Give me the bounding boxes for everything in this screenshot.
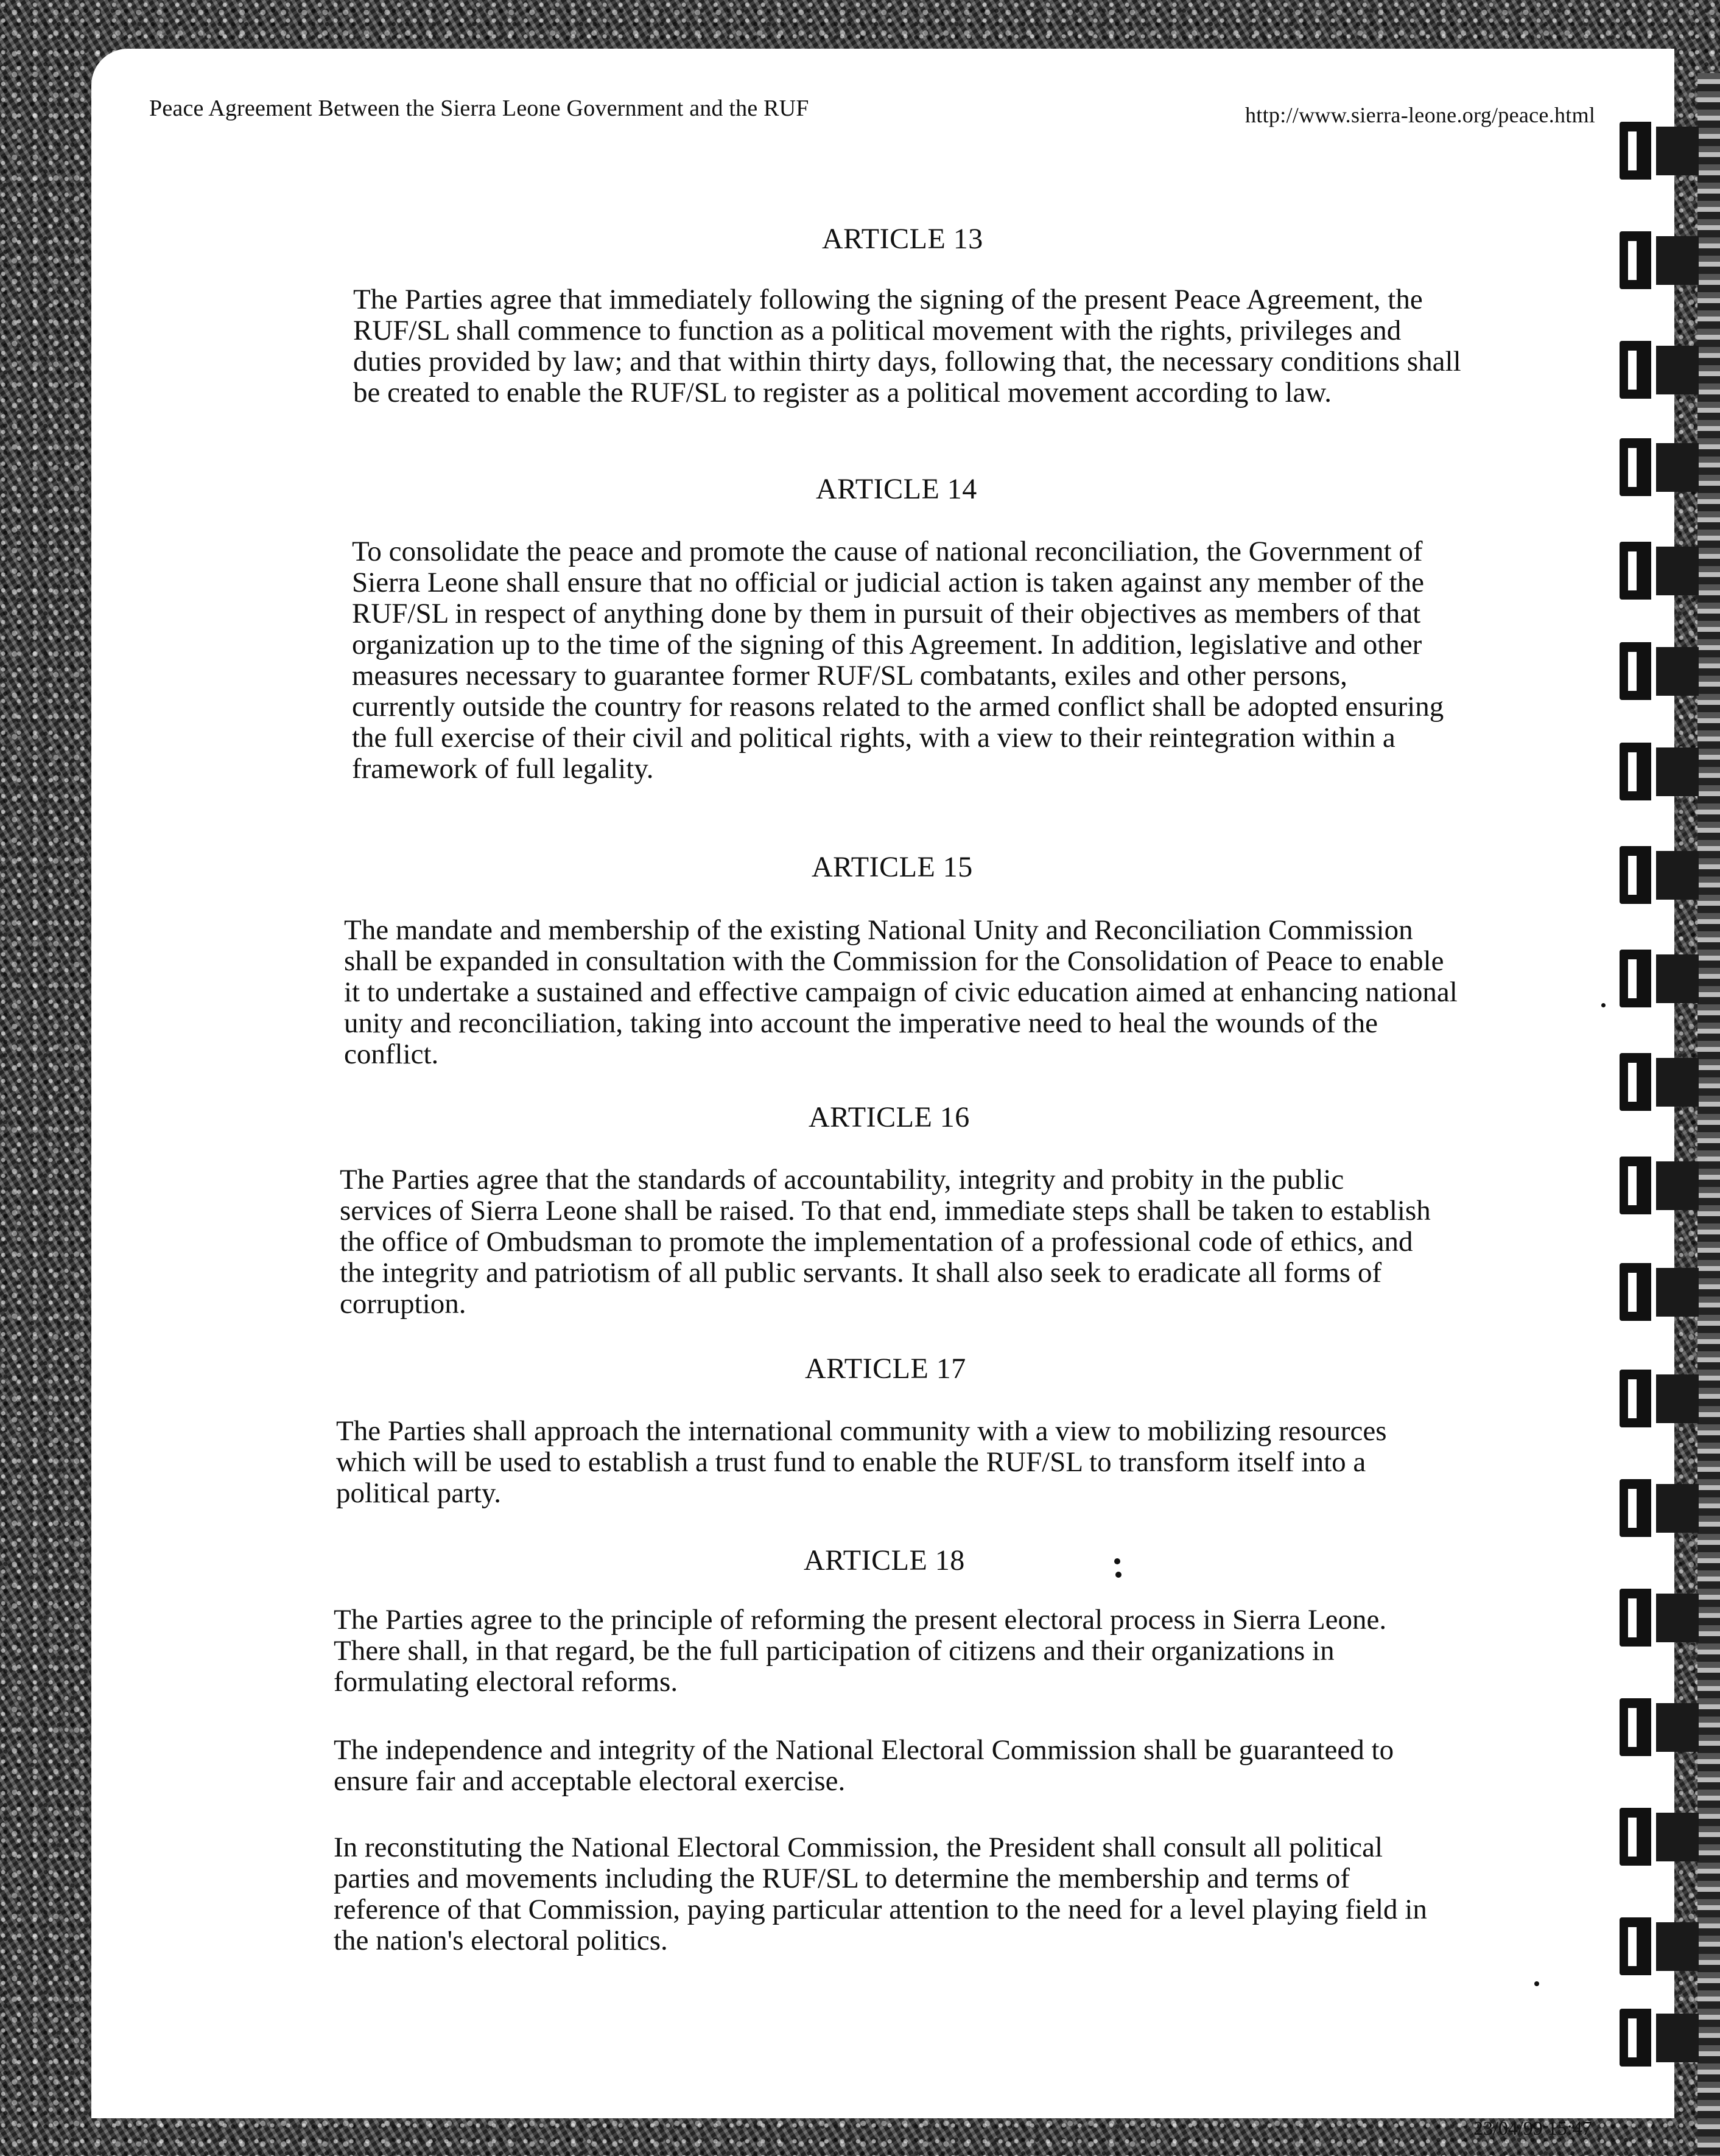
fax-timestamp: 23/04/99 15:47 <box>1473 2117 1592 2139</box>
article-15-title: ARTICLE 15 <box>812 851 973 883</box>
scan-speck <box>1114 1558 1120 1564</box>
binding-ring <box>1620 1917 1699 1975</box>
binding-ring <box>1620 1157 1699 1214</box>
binding-ring <box>1620 1053 1699 1111</box>
binding-ring <box>1620 542 1699 600</box>
article-15-paragraph-1: The mandate and membership of the existing National Unity and Reconciliation Commission shall be expanded in consultation with the Commission for the Consolidation of Peace to enable it to undertake a sustained and effective campaign of civic education aimed at enhancing national unity and reconciliation, taking into account the imperative need to heal the wounds of the conflict. <box>344 914 1458 1070</box>
article-18-paragraph-1: The Parties agree to the principle of reforming the present electoral process in Sierra Leone. There shall, in that regard, be the full participation of citizens and their organizations in formulating electoral reforms. <box>334 1604 1387 1698</box>
binding-ring <box>1620 341 1699 399</box>
binding-ring <box>1620 231 1699 289</box>
article-18-paragraph-3: In reconstituting the National Electoral Commission, the President shall consult all political parties and movements including the RUF/SL to determine the membership and terms of reference of that Commission, paying particular attention to the need for a level playing field in the nation's electoral politics. <box>334 1832 1427 1956</box>
scan-speck <box>1115 1572 1122 1578</box>
page-header-title: Peace Agreement Between the Sierra Leone Government and the RUF <box>149 96 809 121</box>
binding-ring <box>1620 846 1699 904</box>
binding-ring <box>1620 1589 1699 1647</box>
scan-speck <box>1601 1003 1606 1007</box>
article-14-title: ARTICLE 14 <box>816 473 977 505</box>
binding-ring <box>1620 1370 1699 1427</box>
article-14-paragraph-1: To consolidate the peace and promote the cause of national reconciliation, the Government of Sierra Leone shall ensure that no official or judicial action is taken against any member of the RUF/SL in respect of anything done by them in pursuit of their objectives as members of that organization up to the time of the signing of this Agreement. In addition, legislative and other measures necessary to guarantee former RUF/SL combatants, exiles and other persons, currently outside the country for reasons related to the armed conflict shall be adopted ensuring the full exercise of their civil and political rights, with a view to their reintegration within a framework of full legality. <box>352 536 1444 785</box>
binding-ring <box>1620 950 1699 1007</box>
article-13-paragraph-1: The Parties agree that immediately following the signing of the present Peace Agreement, the RUF/SL shall commence to function as a political movement with the rights, privileges and duties provided by law; and that within thirty days, following that, the necessary conditions shall be created to enable the RUF/SL to register as a political movement according to law. <box>353 284 1461 408</box>
article-17-paragraph-1: The Parties shall approach the international community with a view to mobilizing resources which will be used to establish a trust fund to enable the RUF/SL to transform itself into a political party. <box>336 1415 1387 1509</box>
binding-ring <box>1620 2009 1699 2067</box>
scan-speck <box>1534 1981 1539 1986</box>
page-header-url: http://www.sierra-leone.org/peace.html <box>1245 103 1596 127</box>
binding-ring <box>1620 1698 1699 1756</box>
binding-ring <box>1620 642 1699 700</box>
binding-ring <box>1620 1808 1699 1866</box>
binding-ring <box>1620 438 1699 496</box>
binding-ring <box>1620 122 1699 180</box>
binding-ring <box>1620 1263 1699 1321</box>
article-16-title: ARTICLE 16 <box>809 1101 970 1133</box>
article-13-title: ARTICLE 13 <box>822 223 983 255</box>
binding-ring <box>1620 743 1699 800</box>
article-18-title: ARTICLE 18 <box>804 1544 965 1577</box>
article-16-paragraph-1: The Parties agree that the standards of accountability, integrity and probity in the public services of Sierra Leone shall be raised. To that end, immediate steps shall be taken to establish the office of Ombudsman to promote the implementation of a professional code of ethics, and the integrity and patriotism of all public servants. It shall also seek to eradicate all forms of corruption. <box>340 1164 1431 1320</box>
article-17-title: ARTICLE 17 <box>805 1353 966 1385</box>
binding-ring <box>1620 1479 1699 1537</box>
spiral-binding <box>1620 73 1720 2156</box>
article-18-paragraph-2: The independence and integrity of the National Electoral Commission shall be guaranteed to ensure fair and acceptable electoral exercise. <box>334 1734 1394 1797</box>
binding-spine <box>1697 73 1720 2156</box>
